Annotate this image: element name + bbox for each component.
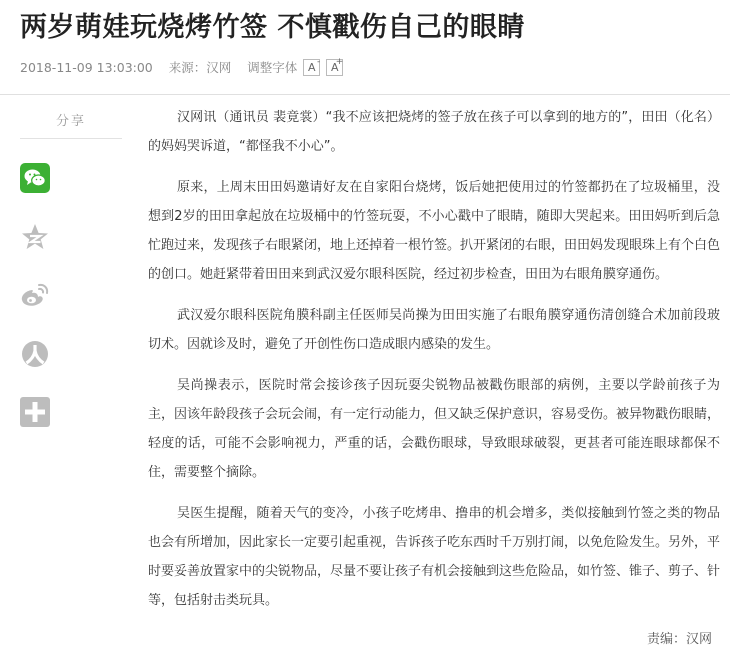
font-decrease-button[interactable] xyxy=(303,56,321,76)
plus-icon: + xyxy=(335,56,344,67)
article-paragraph: 吴医生提醒，随着天气的变冷，小孩子吃烤串、撸串的机会增多，类似接触到竹签之类的物品也会有所增加，因此家长一定要引起重视，告诉孩子吃东西时千万别打闹，以免危险发生。另外，平时要妥善放置家中的尖锐物品，尽量不要让孩子有机会接触到这些危险品，如竹签、锥子、剪子、针等，包括射击类玩具。 xyxy=(148,506,721,608)
share-qzone-button[interactable] xyxy=(20,222,50,252)
article-meta xyxy=(20,57,343,77)
minus-icon: - xyxy=(317,56,321,67)
share-more-button[interactable] xyxy=(20,397,50,427)
editor-credit: 责编：汉网 xyxy=(646,632,712,647)
share-wechat-button[interactable] xyxy=(20,163,50,193)
font-increase-label: A xyxy=(331,60,339,74)
qzone-star-icon xyxy=(21,223,49,251)
font-decrease-label: A xyxy=(308,60,316,74)
renren-icon xyxy=(21,340,49,368)
article-paragraph: 武汉爱尔眼科医院角膜科副主任医师吴尚操为田田实施了右眼角膜穿通伤清创缝合术加前段玻切术。因就诊及时，避免了开创性伤口造成眼内感染的发生。 xyxy=(148,308,720,352)
article-paragraph: 吴尚操表示，医院时常会接诊孩子因玩耍尖锐物品被戳伤眼部的病例，主要以学龄前孩子为主，因该年龄段孩子会玩会闹，有一定行动能力，但又缺乏保护意识，容易受伤。被异物戳伤眼睛，轻度的话，可能不会影响视力，严重的话，会戳伤眼球，导致眼球破裂，更甚者可能连眼球都保不住，需要整个摘除。 xyxy=(148,378,721,480)
article-paragraph: 原来，上周末田田妈邀请好友在自家阳台烧烤，饭后她把使用过的竹签都扔在了垃圾桶里，没想到2岁的田田拿起放在垃圾桶中的竹签玩耍，不小心戳中了眼睛，随即大哭起来。田田妈听到后急忙跑过来，发现孩子右眼紧闭，地上还掉着一根竹签。扒开紧闭的右眼，田田妈发现眼珠上有个白色的创口。她赶紧带着田田来到武汉爱尔眼科医院，经过初步检查，田田为右眼角膜穿通伤。 xyxy=(148,180,721,282)
article-source: 来源：汉网 xyxy=(168,60,232,75)
font-increase-button[interactable] xyxy=(326,56,344,76)
share-renren-button[interactable] xyxy=(20,339,50,369)
font-adjust-label: 调整字体 xyxy=(247,60,298,75)
publish-datetime: 2018-11-09 13:03:00 xyxy=(20,59,153,75)
article-paragraph: 汉网讯（通讯员 裴竟裳）“我不应该把烧烤的签子放在孩子可以拿到的地方的”，田田（化名）的妈妈哭诉道，“都怪我不小心”。 xyxy=(148,110,720,154)
article-body xyxy=(148,103,720,627)
more-plus-icon xyxy=(20,397,50,427)
weibo-icon xyxy=(20,282,50,308)
header-divider xyxy=(0,94,730,95)
share-label: 分享 xyxy=(20,105,122,139)
article-title: 两岁萌娃玩烧烤竹签 不慎戳伤自己的眼睛 xyxy=(20,12,525,43)
share-panel xyxy=(20,105,122,139)
wechat-icon xyxy=(23,167,47,189)
share-weibo-button[interactable] xyxy=(20,280,50,310)
